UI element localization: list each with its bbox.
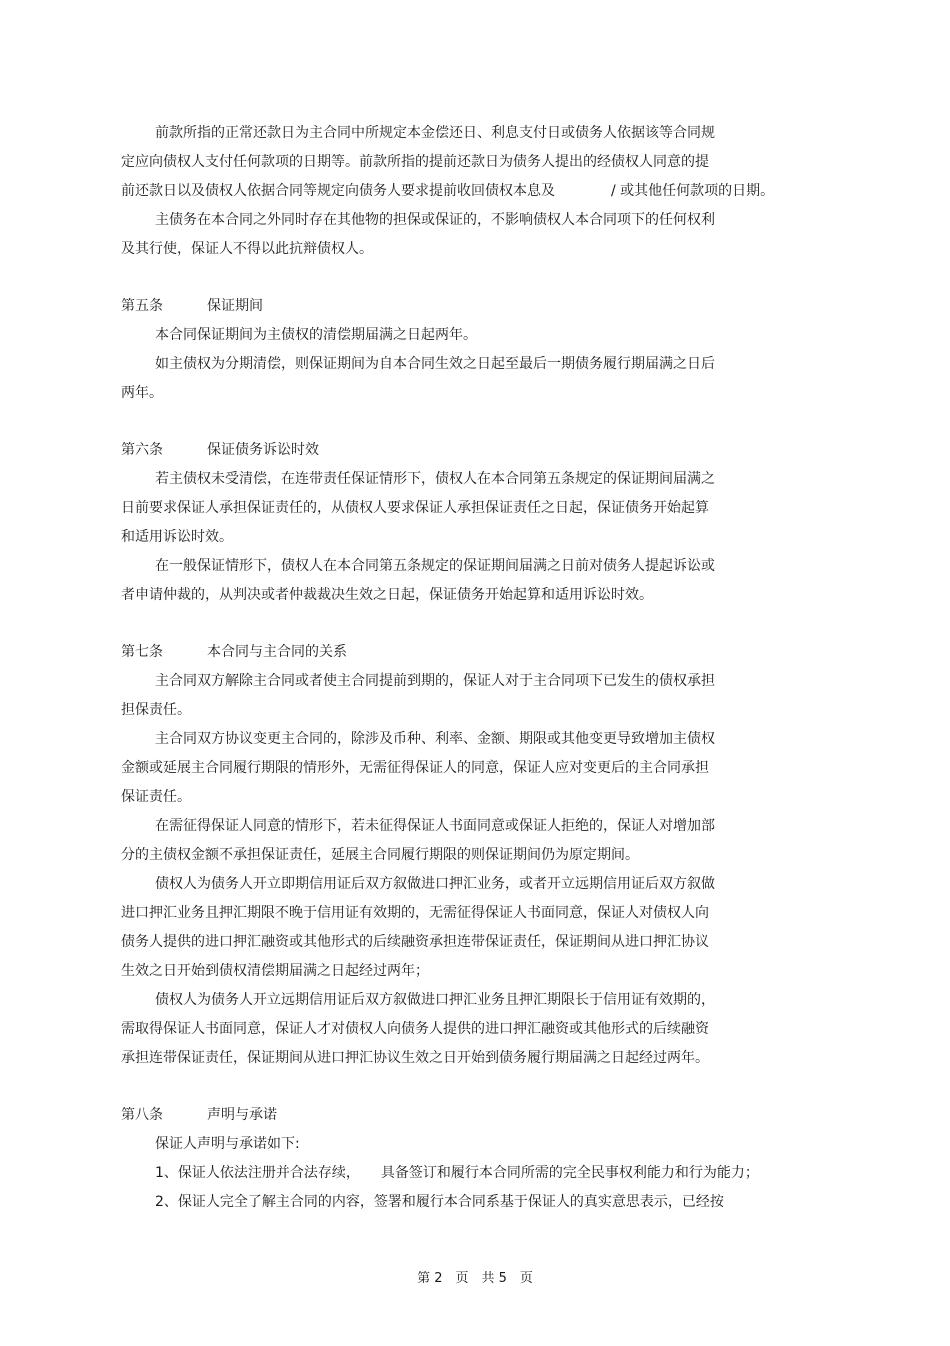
paragraph-line: 债权人为债务人开立即期信用证后双方叙做进口押汇业务，或者开立远期信用证后双方叙做 <box>155 876 715 892</box>
section-heading <box>121 296 263 316</box>
paragraph-line: 需取得保证人书面同意，保证人才对债权人向债务人提供的进口押汇融资或其他形式的后续融资 <box>121 1021 709 1037</box>
paragraph-line: 主债务在本合同之外同时存在其他物的担保或保证的，不影响债权人本合同项下的任何权利 <box>155 212 715 228</box>
paragraph-line: 保证人声明与承诺如下: <box>155 1136 300 1152</box>
paragraph-line: 主合同双方协议变更主合同的，除涉及币种、利率、金额、期限或其他变更导致增加主债权 <box>155 731 715 747</box>
paragraph-line: 债务人提供的进口押汇融资或其他形式的后续融资承担连带保证责任，保证期间从进口押汇协议 <box>121 934 709 950</box>
paragraph-line: 生效之日开始到债权清偿期届满之日起经过两年； <box>121 963 429 979</box>
paragraph-line: 在需征得保证人同意的情形下，若未征得保证人书面同意或保证人拒绝的，保证人对增加部 <box>155 818 715 834</box>
paragraph-line: 两年。 <box>121 385 163 401</box>
paragraph-line: 分的主债权金额不承担保证责任，延展主合同履行期限的则保证期间仍为原定期间。 <box>121 847 639 863</box>
section-number: 第七条 <box>121 644 163 660</box>
paragraph-line: 定应向债权人支付任何款项的日期等。前款所指的提前还款日为债务人提出的经债权人同意的提 <box>121 154 709 170</box>
paragraph-line: 承担连带保证责任，保证期间从进口押汇协议生效之日开始到债务履行期届满之日起经过两年。 <box>121 1050 709 1066</box>
paragraph-line: 主合同双方解除主合同或者使主合同提前到期的，保证人对于主合同项下已发生的债权承担 <box>155 673 715 689</box>
section-heading <box>121 1105 277 1125</box>
section-number: 第六条 <box>121 442 163 458</box>
section-heading <box>121 642 347 662</box>
paragraph-line: 者申请仲裁的，从判决或者仲裁裁决生效之日起，保证债务开始起算和适用诉讼时效。 <box>121 587 653 603</box>
paragraph-line: 在一般保证情形下，债权人在本合同第五条规定的保证期间届满之日前对债务人提起诉讼或 <box>155 558 715 574</box>
page-number: 第 2 页 共 5 页 <box>417 1271 533 1286</box>
section-title: 保证期间 <box>207 298 263 314</box>
paragraph-line: 若主债权未受清偿，在连带责任保证情形下，债权人在本合同第五条规定的保证期间届满之 <box>155 471 715 487</box>
paragraph-line: 如主债权为分期清偿，则保证期间为自本合同生效之日起至最后一期债务履行期届满之日后 <box>155 356 715 372</box>
paragraph-line: 前款所指的正常还款日为主合同中所规定本金偿还日、利息支付日或债务人依据该等合同规 <box>155 125 715 141</box>
section-heading <box>121 440 319 460</box>
paragraph-line: 保证责任。 <box>121 789 191 805</box>
paragraph-line: 和适用诉讼时效。 <box>121 529 233 545</box>
paragraph-line: 债权人为债务人开立远期信用证后双方叙做进口押汇业务且押汇期限长于信用证有效期的， <box>155 992 715 1008</box>
paragraph-line: 金额或延展主合同履行期限的情形外，无需征得保证人的同意，保证人应对变更后的主合同承担 <box>121 760 709 776</box>
section-title: 保证债务诉讼时效 <box>207 442 319 458</box>
section-title: 本合同与主合同的关系 <box>207 644 347 660</box>
list-item: 2、保证人完全了解主合同的内容，签署和履行本合同系基于保证人的真实意思表示，已经按 <box>155 1194 724 1210</box>
paragraph-line: 本合同保证期间为主债权的清偿期届满之日起两年。 <box>155 327 477 343</box>
paragraph-line: 前还款日以及债权人依据合同等规定向债务人要求提前收回债权本息及 / 或其他任何款项的日期。 <box>121 183 775 199</box>
paragraph-line: 进口押汇业务且押汇期限不晚于信用证有效期的，无需征得保证人书面同意，保证人对债权人向 <box>121 905 709 921</box>
paragraph-line: 担保责任。 <box>121 702 191 718</box>
paragraph-line: 及其行使，保证人不得以此抗辩债权人。 <box>121 241 373 257</box>
paragraph-line: 日前要求保证人承担保证责任的，从债权人要求保证人承担保证责任之日起，保证债务开始起算 <box>121 500 709 516</box>
section-number: 第八条 <box>121 1107 163 1123</box>
section-title: 声明与承诺 <box>207 1107 277 1123</box>
list-item: 1、保证人依法注册并合法存续， 具备签订和履行本合同所需的完全民事权利能力和行为能力； <box>155 1165 759 1181</box>
section-number: 第五条 <box>121 298 163 314</box>
